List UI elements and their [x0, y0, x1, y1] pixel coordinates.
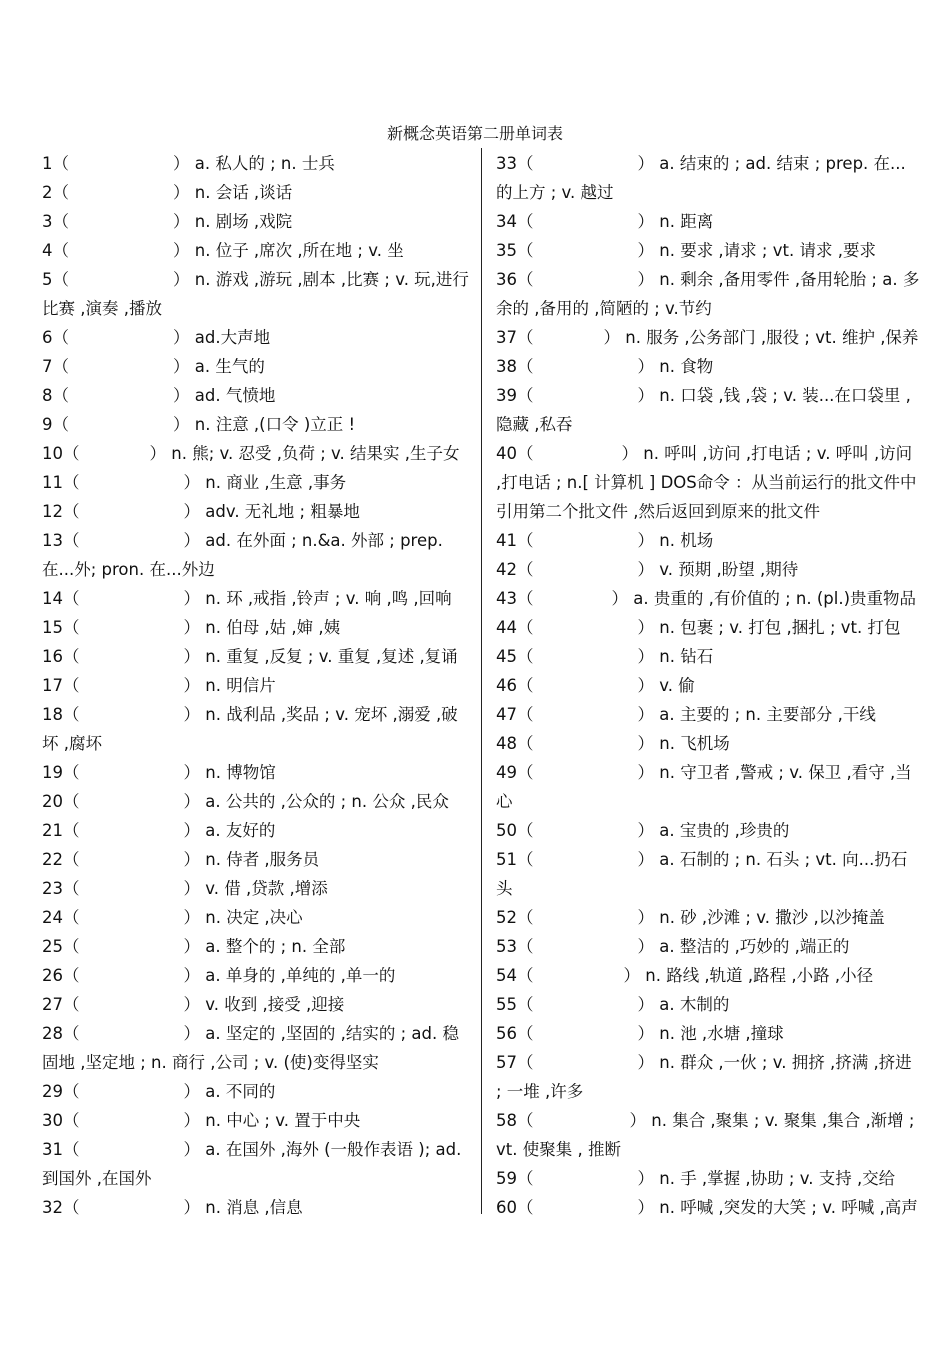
vocab-entry	[42, 1077, 470, 1106]
vocab-entry	[496, 671, 920, 700]
entry-definition: ad. 在外面 ; n.&a. 外部 ; prep. 在...外; pron. 在...外边	[42, 531, 443, 579]
entry-definition: n. 距离	[654, 212, 714, 231]
answer-blank: （ ）	[63, 618, 200, 637]
vocab-entry	[42, 874, 470, 903]
vocab-entry	[496, 1193, 920, 1222]
entry-number: 6	[42, 328, 53, 347]
answer-blank: （ ）	[63, 1140, 200, 1159]
vocab-entry	[42, 352, 470, 381]
vocab-entry	[42, 236, 470, 265]
entry-number: 52	[496, 908, 517, 927]
vocab-entry	[496, 903, 920, 932]
entry-definition: n. 游戏 ,游玩 ,剧本 ,比赛 ; v. 玩,进行比赛 ,演奏 ,播放	[42, 270, 469, 318]
vocab-entry	[496, 265, 920, 323]
vocab-entry	[496, 323, 920, 352]
answer-blank: （ ）	[517, 618, 654, 637]
vocab-entry	[42, 149, 470, 178]
entry-definition: n. 博物馆	[200, 763, 276, 782]
entry-definition: n. 位子 ,席次 ,所在地 ; v. 坐	[189, 241, 404, 260]
vocab-entry	[496, 729, 920, 758]
entry-definition: n. 包裹 ; v. 打包 ,捆扎 ; vt. 打包	[654, 618, 901, 637]
entry-number: 20	[42, 792, 63, 811]
entry-definition: a. 整个的 ; n. 全部	[200, 937, 346, 956]
entry-definition: n. 口袋 ,钱 ,袋 ; v. 装...在口袋里 ,隐藏 ,私吞	[496, 386, 911, 434]
answer-blank: （ ）	[63, 531, 200, 550]
entry-definition: n. 重复 ,反复 ; v. 重复 ,复述 ,复诵	[200, 647, 458, 666]
entry-definition: n. 钻石	[654, 647, 714, 666]
answer-blank: （ ）	[517, 1198, 654, 1217]
entry-definition: n. 中心 ; v. 置于中央	[200, 1111, 361, 1130]
answer-blank: （ ）	[517, 154, 654, 173]
entry-number: 40	[496, 444, 517, 463]
vocab-entry	[496, 642, 920, 671]
entry-number: 30	[42, 1111, 63, 1130]
answer-blank: （ ）	[63, 676, 200, 695]
entry-number: 23	[42, 879, 63, 898]
answer-blank: （ ）	[63, 995, 200, 1014]
entry-definition: n. 路线 ,轨道 ,路程 ,小路 ,小径	[640, 966, 874, 985]
entry-number: 32	[42, 1198, 63, 1217]
vocab-entry	[496, 352, 920, 381]
vocab-entry	[42, 642, 470, 671]
vocab-entry	[42, 932, 470, 961]
vocab-entry	[496, 758, 920, 816]
vocab-entry	[42, 1193, 470, 1222]
vocab-entry	[496, 1106, 920, 1164]
answer-blank: （ ）	[517, 908, 654, 927]
entry-number: 17	[42, 676, 63, 695]
vocab-entry	[42, 1135, 470, 1193]
entry-definition: n. 手 ,掌握 ,协助 ; v. 支持 ,交给	[654, 1169, 896, 1188]
answer-blank: （ ）	[517, 1053, 654, 1072]
answer-blank: （ ）	[517, 444, 638, 463]
answer-blank: （ ）	[517, 966, 640, 985]
answer-blank: （ ）	[63, 763, 200, 782]
entry-definition: n. 呼喊 ,突发的大笑 ; v. 呼喊 ,高声	[654, 1198, 918, 1217]
entry-definition: a. 友好的	[200, 821, 276, 840]
entry-number: 60	[496, 1198, 517, 1217]
vocab-entry	[42, 381, 470, 410]
answer-blank: （ ）	[517, 1024, 654, 1043]
entry-definition: n. 注意 ,(口令 )立正 !	[189, 415, 356, 434]
vocab-entry	[42, 439, 470, 468]
answer-blank: （ ）	[517, 821, 654, 840]
entry-definition: n. 服务 ,公务部门 ,服役 ; vt. 维护 ,保养	[620, 328, 919, 347]
answer-blank: （ ）	[517, 328, 620, 347]
entry-definition: adv. 无礼地 ; 粗暴地	[200, 502, 360, 521]
entry-number: 37	[496, 328, 517, 347]
entry-definition: n. 群众 ,一伙 ; v. 拥挤 ,挤满 ,挤进 ; 一堆 ,许多	[496, 1053, 912, 1101]
entry-definition: n. 决定 ,决心	[200, 908, 303, 927]
entry-definition: a. 公共的 ,公众的 ; n. 公众 ,民众	[200, 792, 449, 811]
entry-number: 31	[42, 1140, 63, 1159]
answer-blank: （ ）	[63, 647, 200, 666]
vocab-entry	[42, 1019, 470, 1077]
entry-definition: n. 环 ,戒指 ,铃声 ; v. 响 ,鸣 ,回响	[200, 589, 452, 608]
entry-number: 43	[496, 589, 517, 608]
vocab-entry	[42, 700, 470, 758]
entry-definition: n. 伯母 ,姑 ,婶 ,姨	[200, 618, 341, 637]
answer-blank: （ ）	[63, 444, 166, 463]
entry-number: 58	[496, 1111, 517, 1130]
entry-number: 8	[42, 386, 53, 405]
answer-blank: （ ）	[63, 473, 200, 492]
entry-number: 39	[496, 386, 517, 405]
entry-definition: n. 消息 ,信息	[200, 1198, 303, 1217]
entry-definition: a. 私人的 ; n. 士兵	[189, 154, 335, 173]
entry-number: 18	[42, 705, 63, 724]
answer-blank: （ ）	[517, 270, 654, 289]
entry-definition: a. 宝贵的 ,珍贵的	[654, 821, 790, 840]
entry-definition: a. 主要的 ; n. 主要部分 ,干线	[654, 705, 876, 724]
entry-number: 28	[42, 1024, 63, 1043]
entry-definition: v. 预期 ,盼望 ,期待	[654, 560, 799, 579]
entry-definition: n. 飞机场	[654, 734, 730, 753]
answer-blank: （ ）	[517, 357, 654, 376]
right-column	[496, 149, 920, 1222]
answer-blank: （ ）	[63, 908, 200, 927]
vocab-entry	[496, 149, 920, 207]
entry-definition: a. 不同的	[200, 1082, 276, 1101]
left-column	[42, 149, 470, 1222]
vocab-entry	[42, 265, 470, 323]
vocab-entry	[42, 903, 470, 932]
vocab-entry	[42, 990, 470, 1019]
answer-blank: （ ）	[517, 531, 654, 550]
entry-number: 49	[496, 763, 517, 782]
vocab-entry	[496, 932, 920, 961]
vocab-entry	[42, 845, 470, 874]
entry-number: 11	[42, 473, 63, 492]
vocab-entry	[42, 816, 470, 845]
entry-number: 15	[42, 618, 63, 637]
entry-number: 47	[496, 705, 517, 724]
answer-blank: （ ）	[63, 1198, 200, 1217]
entry-definition: n. 池 ,水塘 ,撞球	[654, 1024, 784, 1043]
entry-number: 13	[42, 531, 63, 550]
entry-definition: n. 集合 ,聚集 ; v. 聚集 ,集合 ,渐增 ; vt. 使聚集 , 推断	[496, 1111, 915, 1159]
entry-definition: n. 剧场 ,戏院	[189, 212, 293, 231]
vocab-entry	[42, 613, 470, 642]
entry-number: 5	[42, 270, 53, 289]
entry-definition: n. 砂 ,沙滩 ; v. 撒沙 ,以沙掩盖	[654, 908, 885, 927]
answer-blank: （ ）	[52, 357, 190, 376]
entry-definition: v. 收到 ,接受 ,迎接	[200, 995, 345, 1014]
entry-number: 41	[496, 531, 517, 550]
page-title: 新概念英语第二册单词表	[386, 124, 563, 143]
vocab-entry	[496, 207, 920, 236]
entry-definition: a. 贵重的 ,有价值的 ; n. (pl.)贵重物品	[628, 589, 917, 608]
entry-number: 1	[42, 154, 53, 173]
entry-number: 59	[496, 1169, 517, 1188]
vocab-entry	[42, 526, 470, 584]
entry-number: 16	[42, 647, 63, 666]
answer-blank: （ ）	[63, 1024, 200, 1043]
entry-definition: n. 呼叫 ,访问 ,打电话 ; v. 呼叫 ,访问 ,打电话 ; n.[ 计算机 ] DOS命令 ：从当前运行的批文件中引用第二个批文件 ,然后返回到原来的批文件	[496, 444, 917, 521]
entry-definition: n. 商业 ,生意 ,事务	[200, 473, 347, 492]
vocab-entry	[42, 787, 470, 816]
entry-number: 21	[42, 821, 63, 840]
entry-definition: a. 木制的	[654, 995, 730, 1014]
entry-number: 24	[42, 908, 63, 927]
vocab-entry	[496, 439, 920, 526]
entry-number: 34	[496, 212, 517, 231]
vocab-entry	[496, 1164, 920, 1193]
vocab-entry	[42, 207, 470, 236]
answer-blank: （ ）	[517, 850, 654, 869]
answer-blank: （ ）	[63, 850, 200, 869]
vocab-entry	[42, 758, 470, 787]
entry-number: 44	[496, 618, 517, 637]
entry-number: 2	[42, 183, 53, 202]
entry-definition: ad. 气愤地	[189, 386, 276, 405]
entry-definition: n. 会话 ,谈话	[189, 183, 293, 202]
vocab-entry	[496, 700, 920, 729]
entry-definition: n. 战利品 ,奖品 ; v. 宠坏 ,溺爱 ,破坏 ,腐坏	[42, 705, 458, 753]
entry-number: 50	[496, 821, 517, 840]
answer-blank: （ ）	[517, 241, 654, 260]
entry-number: 36	[496, 270, 517, 289]
vocab-entry	[496, 961, 920, 990]
answer-blank: （ ）	[52, 241, 190, 260]
vocab-entry	[42, 584, 470, 613]
entry-number: 54	[496, 966, 517, 985]
entry-definition: n. 守卫者 ,警戒 ; v. 保卫 ,看守 ,当心	[496, 763, 912, 811]
entry-definition: v. 借 ,贷款 ,增添	[200, 879, 328, 898]
entry-number: 7	[42, 357, 53, 376]
answer-blank: （ ）	[517, 1111, 646, 1130]
answer-blank: （ ）	[63, 966, 200, 985]
vocab-entry	[496, 526, 920, 555]
vocab-entry	[496, 1048, 920, 1106]
vocab-entry	[496, 845, 920, 903]
entry-definition: n. 食物	[654, 357, 714, 376]
entry-number: 25	[42, 937, 63, 956]
answer-blank: （ ）	[517, 589, 628, 608]
entry-number: 26	[42, 966, 63, 985]
answer-blank: （ ）	[52, 328, 190, 347]
vocab-entry	[496, 816, 920, 845]
answer-blank: （ ）	[517, 386, 654, 405]
entry-number: 4	[42, 241, 53, 260]
entry-definition: a. 坚定的 ,坚固的 ,结实的 ; ad. 稳固地 ,坚定地 ; n. 商行 ,公司 ; v. (使)变得坚实	[42, 1024, 459, 1072]
answer-blank: （ ）	[52, 212, 190, 231]
entry-number: 45	[496, 647, 517, 666]
answer-blank: （ ）	[517, 212, 654, 231]
entry-number: 10	[42, 444, 63, 463]
answer-blank: （ ）	[517, 763, 654, 782]
entry-number: 9	[42, 415, 53, 434]
entry-definition: n. 机场	[654, 531, 714, 550]
answer-blank: （ ）	[63, 792, 200, 811]
entry-number: 38	[496, 357, 517, 376]
answer-blank: （ ）	[63, 589, 200, 608]
answer-blank: （ ）	[63, 1082, 200, 1101]
answer-blank: （ ）	[63, 879, 200, 898]
vocab-entry	[496, 1019, 920, 1048]
answer-blank: （ ）	[52, 270, 190, 289]
vocab-entry	[496, 584, 920, 613]
vocab-entry	[42, 1106, 470, 1135]
vocab-entry	[496, 236, 920, 265]
vocab-entry	[496, 613, 920, 642]
entry-number: 51	[496, 850, 517, 869]
answer-blank: （ ）	[63, 705, 200, 724]
answer-blank: （ ）	[52, 154, 190, 173]
entry-number: 53	[496, 937, 517, 956]
entry-definition: a. 在国外 ,海外 (一般作表语 ); ad. 到国外 ,在国外	[42, 1140, 462, 1188]
answer-blank: （ ）	[517, 1169, 654, 1188]
entry-number: 27	[42, 995, 63, 1014]
answer-blank: （ ）	[517, 647, 654, 666]
entry-definition: a. 单身的 ,单纯的 ,单一的	[200, 966, 396, 985]
answer-blank: （ ）	[517, 995, 654, 1014]
entry-definition: n. 熊; v. 忍受 ,负荷 ; v. 结果实 ,生子女	[166, 444, 460, 463]
entry-definition: a. 生气的	[189, 357, 265, 376]
entry-definition: v. 偷	[654, 676, 695, 695]
vocab-entry	[496, 990, 920, 1019]
entry-number: 55	[496, 995, 517, 1014]
entry-number: 19	[42, 763, 63, 782]
entry-definition: ad.大声地	[189, 328, 271, 347]
entry-number: 57	[496, 1053, 517, 1072]
entry-number: 46	[496, 676, 517, 695]
answer-blank: （ ）	[63, 937, 200, 956]
answer-blank: （ ）	[52, 183, 190, 202]
answer-blank: （ ）	[517, 734, 654, 753]
answer-blank: （ ）	[517, 676, 654, 695]
vocab-entry	[42, 961, 470, 990]
entry-number: 12	[42, 502, 63, 521]
entry-number: 33	[496, 154, 517, 173]
entry-number: 14	[42, 589, 63, 608]
column-divider	[481, 148, 482, 1214]
answer-blank: （ ）	[517, 560, 654, 579]
entry-number: 48	[496, 734, 517, 753]
vocab-entry	[496, 381, 920, 439]
answer-blank: （ ）	[52, 415, 190, 434]
entry-number: 22	[42, 850, 63, 869]
vocab-entry	[42, 178, 470, 207]
vocab-entry	[42, 671, 470, 700]
vocab-entry	[42, 497, 470, 526]
entry-definition: n. 侍者 ,服务员	[200, 850, 320, 869]
entry-definition: n. 剩余 ,备用零件 ,备用轮胎 ; a. 多余的 ,备用的 ,简陋的 ; v.节约	[496, 270, 920, 318]
entry-definition: n. 明信片	[200, 676, 276, 695]
answer-blank: （ ）	[517, 937, 654, 956]
vocab-entry	[496, 555, 920, 584]
entry-definition: a. 结束的 ; ad. 结束 ; prep. 在...的上方 ; v. 越过	[496, 154, 906, 202]
entry-definition: a. 石制的 ; n. 石头 ; vt. 向...扔石头	[496, 850, 908, 898]
answer-blank: （ ）	[63, 1111, 200, 1130]
entry-number: 29	[42, 1082, 63, 1101]
entry-definition: a. 整洁的 ,巧妙的 ,端正的	[654, 937, 850, 956]
answer-blank: （ ）	[63, 821, 200, 840]
answer-blank: （ ）	[517, 705, 654, 724]
answer-blank: （ ）	[52, 386, 190, 405]
entry-number: 42	[496, 560, 517, 579]
answer-blank: （ ）	[63, 502, 200, 521]
entry-number: 56	[496, 1024, 517, 1043]
vocab-entry	[42, 468, 470, 497]
entry-definition: n. 要求 ,请求 ; vt. 请求 ,要求	[654, 241, 876, 260]
entry-number: 3	[42, 212, 53, 231]
entry-number: 35	[496, 241, 517, 260]
vocab-entry	[42, 323, 470, 352]
vocab-entry	[42, 410, 470, 439]
